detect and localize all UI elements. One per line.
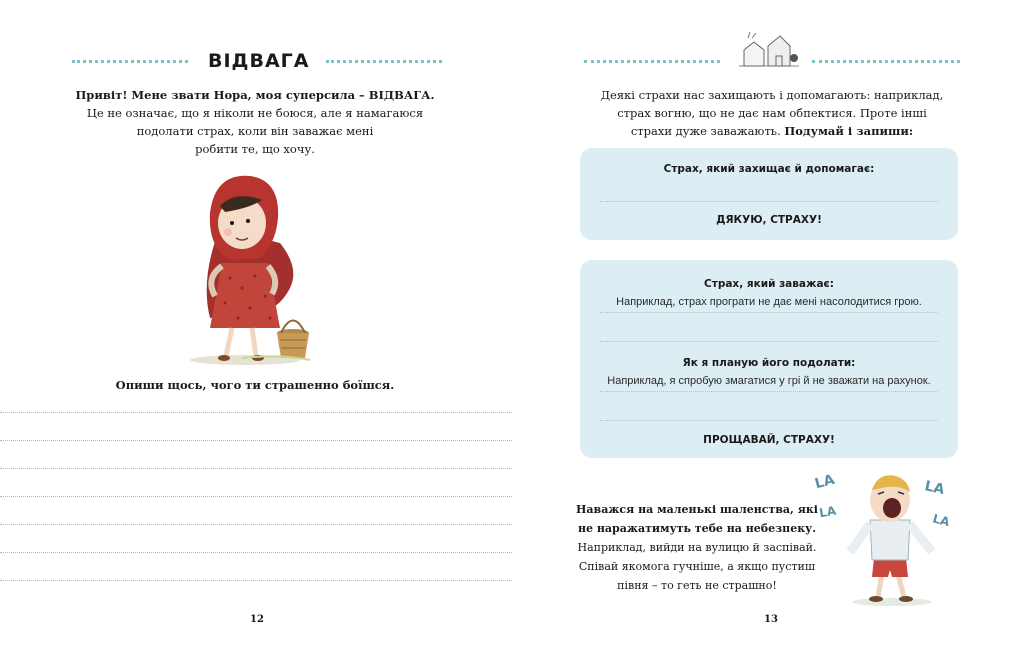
page-number-left: 12 [250,614,264,625]
overcome-plan-answer-line[interactable] [600,420,938,421]
intro-line: страх вогню, що не дає нам обпектися. Проте інші [617,106,927,120]
small-craziness-text [572,500,822,595]
singing-letters: LA [818,503,838,521]
hindering-fear-example: Наприклад, страх програти не дає мені насолодитися грою. [616,296,922,308]
singing-letters: LA [923,478,946,499]
think-and-write: Подумай і запиши: [784,124,914,138]
writing-line[interactable] [0,580,512,581]
overcome-plan-answer-line[interactable] [600,391,938,392]
top-divider-left [584,60,720,63]
intro-line: подолати страх, коли він заважає мені [136,124,374,138]
singing-letters: LA [813,471,837,493]
protective-fear-box [580,148,958,240]
singing-letters: LA [931,511,952,530]
fears-intro-text [587,86,957,140]
intro-bold: Привіт! Мене звати Нора, моя суперсила – ВІДВАГА. [75,88,435,102]
intro-line: робити те, що хочу. [195,142,315,156]
hindering-fear-answer-line[interactable] [600,312,938,313]
title-divider-left [72,60,188,63]
describe-fear-prompt: Опиши щось, чого ти страшенно боїшся. [115,378,395,392]
hindering-fear-heading: Страх, який заважає: [704,278,834,290]
bottom-line: Співай якомога гучніше, а якщо пустиш [578,560,816,573]
right-page [512,0,1024,658]
singing-boy-illustration [812,462,972,607]
hindering-fear-box [580,260,958,458]
bottom-bold-line: не наражатимуть тебе на небезпеку. [577,522,817,535]
writing-line[interactable] [0,524,512,525]
page-number-right: 13 [764,614,778,625]
girl-illustration [180,168,320,368]
small-house-sketch-icon [734,30,804,70]
thanks-fear-label: ДЯКУЮ, СТРАХУ! [716,214,822,226]
writing-line[interactable] [0,496,512,497]
intro-line: Це не означає, що я ніколи не боюся, але я намагаюся [86,106,424,120]
goodbye-fear-label: ПРОЩАВАЙ, СТРАХУ! [703,434,835,446]
intro-line-last [587,122,957,140]
bottom-bold-line: Наважся на маленькі шаленства, які [576,503,818,516]
bottom-line: Наприклад, вийди на вулицю й заспівай. [577,541,817,554]
bottom-line: півня – то геть не страшно! [617,579,777,592]
overcome-plan-example: Наприклад, я спробую змагатися у грі й не зважати на рахунок. [607,375,931,387]
hindering-fear-answer-line[interactable] [600,341,938,342]
title-divider-right [326,60,442,63]
intro-plain: страхи дуже заважають. [630,124,785,138]
intro-text [60,86,450,158]
overcome-plan-heading: Як я планую його подолати: [682,357,856,369]
intro-line: Деякі страхи нас захищають і допомагають: наприклад, [600,88,944,102]
writing-line[interactable] [0,468,512,469]
writing-line[interactable] [0,440,512,441]
writing-line[interactable] [0,412,512,413]
protective-fear-heading: Страх, який захищає й допомагає: [663,163,875,175]
page-title: ВІДВАГА [208,50,310,72]
protective-fear-answer-line[interactable] [600,201,938,202]
writing-line[interactable] [0,552,512,553]
top-divider-right [812,60,960,63]
